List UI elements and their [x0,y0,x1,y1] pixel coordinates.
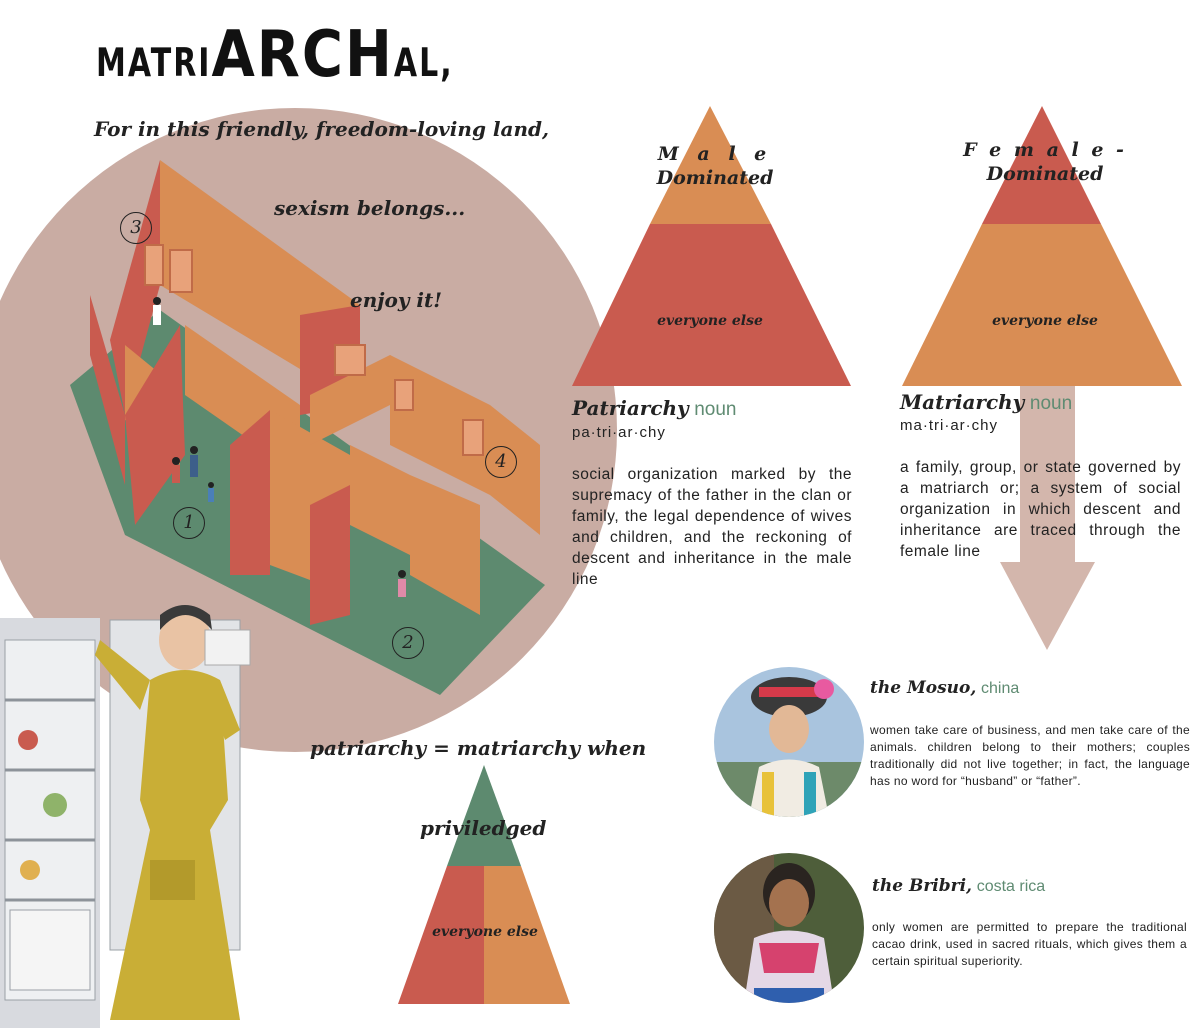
house-marker-3: 3 [120,212,152,244]
tagline-1: For in this friendly, freedom-loving land, [94,117,549,141]
mosuo-heading [870,678,1019,698]
male-pyramid-bottom-label: everyone else [657,313,763,329]
male-pyramid-label-2: Dominated [656,167,774,189]
bribri-portrait [714,853,864,1003]
matriarchy-pronunciation: ma·tri·ar·chy [900,417,998,434]
female-pyramid-label-2: Dominated [986,163,1104,185]
bribri-heading [872,876,1045,896]
female-pyramid-bottom [902,224,1182,386]
patriarchy-heading [572,396,737,421]
equation-bottom-label: everyone else [432,924,538,940]
house-walls [90,160,540,625]
mosuo-portrait [714,667,864,817]
woman-fridge-illustration [0,600,260,1029]
tagline-2: sexism belongs... [274,196,466,220]
bribri-name: the Bribri, [872,876,972,896]
female-pyramid-label-1: F e m a l e - [963,139,1127,161]
matriarchy-definition: a family, group, or state governed by a matriarch or; a system of social organization in which descent and inheritance are traced through the female line [900,459,1181,560]
matriarchy-heading [900,390,1072,415]
patriarchy-pronunciation: pa·tri·ar·chy [572,424,666,441]
male-pyramid-label [625,142,805,190]
mosuo-name: the Mosuo, [870,678,977,698]
male-pyramid-bottom [572,224,851,386]
mosuo-location: china [981,680,1020,697]
bribri-location: costa rica [976,878,1046,895]
patriarchy-word: Patriarchy [572,396,689,420]
bribri-text: only women are permitted to prepare the traditional cacao drink, used in sacred rituals, which gives them a certain spiritual superiority. [872,920,1187,968]
tagline-3: enjoy it! [350,288,443,312]
page-title [96,17,454,92]
male-pyramid-label-1: M a l e [657,143,773,165]
patriarchy-definition: social organization marked by the supremacy of the father in the clan or family, the legal dependence of wives and children, and the reckoning of descent and inheritance in the male line [572,466,852,588]
house-marker-1: 1 [173,507,205,539]
house-marker-2: 2 [392,627,424,659]
title-part-2: ARCH [211,17,394,92]
mosuo-text: women take care of business, and men take care of the animals. children belong to their mothers; couples traditionally did not live together; in fact, the language has no word for “husband” or “father”. [870,723,1190,788]
female-pyramid-bottom-label: everyone else [992,313,1098,329]
title-part-1: MATRI [96,40,212,87]
matriarchy-word: Matriarchy [900,390,1025,414]
equation-top-label: priviledged [420,816,547,840]
patriarchy-pos: noun [694,399,737,420]
matriarchy-pos: noun [1029,393,1073,414]
equation-text: patriarchy = matriarchy when [310,736,647,760]
house-marker-4: 4 [485,446,517,478]
title-part-3: AL, [393,40,454,87]
female-pyramid-label [955,138,1135,186]
